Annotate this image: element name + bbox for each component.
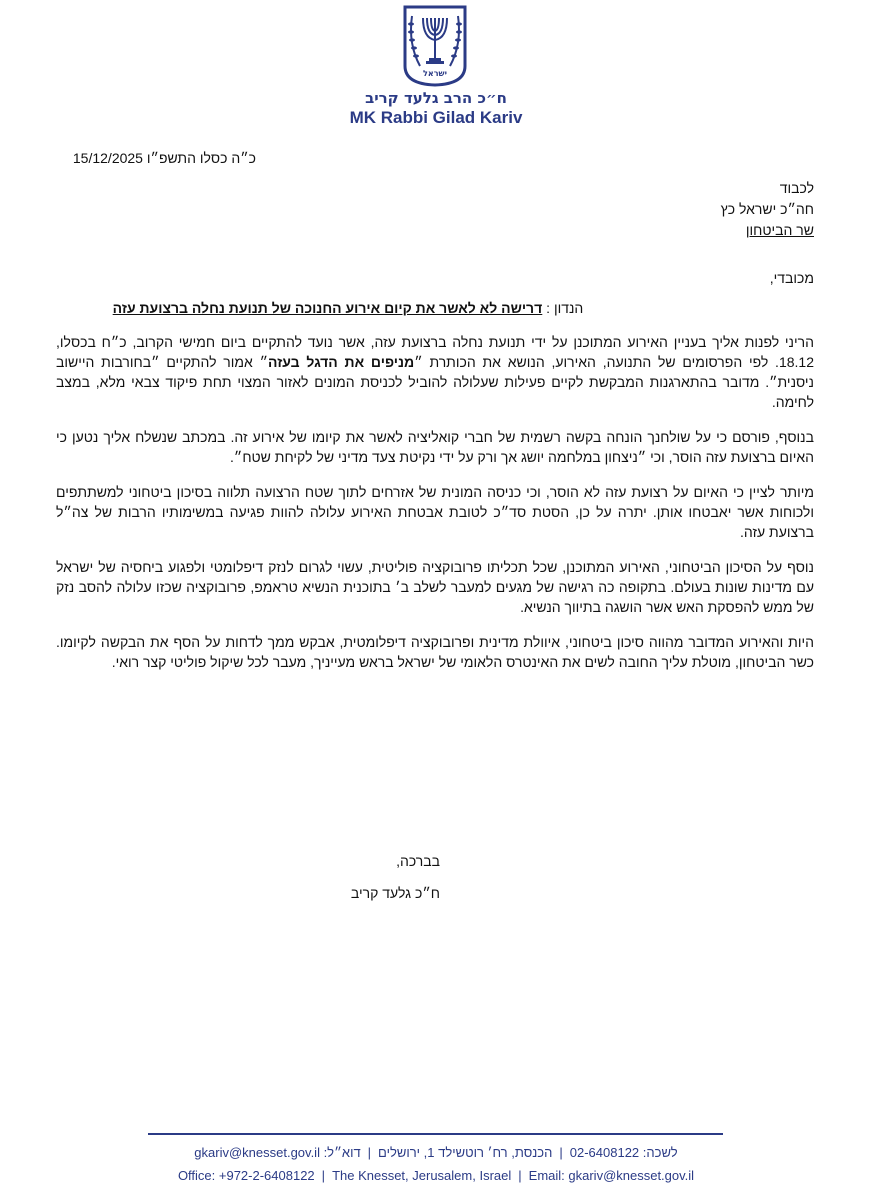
mk-name-hebrew: ח״כ הרב גלעד קריב (365, 89, 507, 107)
footer-english: Office: +972-2-6408122 | The Knesset, Jerusalem, Israel | Email: gkariv@knesset.gov.il (177, 1168, 695, 1183)
subject-text: דרישה לא לאשר את קיום אירוע החנוכה של תנועת נחלה ברצועת עזה (112, 300, 543, 316)
mk-name-english: MK Rabbi Gilad Kariv (349, 108, 523, 127)
recipient-block (414, 178, 814, 241)
subject-line (40, 300, 656, 316)
state-emblem-icon (402, 4, 468, 88)
recipient-honorific: לכבוד (779, 180, 814, 196)
event-title: מניפים את הדגל בעזה (268, 354, 415, 370)
greeting: מכובדי, (769, 270, 814, 286)
paragraph-1: הריני לפנות אליך בעניין האירוע המתוכנן על ידי תנועת נחלה ברצועת עזה, אשר נועד להתקיים ביום חמישי הקרוב, כ״ח בכסלו, 18.12. לפי הפרסומים של התנועה, האירוע, הנושא את הכותרת ״מניפים את הדגל בעזה״ אמור להתקיים ״בחורבות היישוב ניסנית״. מדובר בהתארגנות המבקשת לקיים פעילות שעלולה להוביל לכניסת המונים לאזור המצוי תחת פיקוד צבאי מלא, במצב לחימה. (56, 334, 814, 410)
closing-salutation: בברכה, (396, 853, 440, 869)
emblem-lettering: ישראל (423, 69, 447, 78)
subject-label: הנדון : (546, 300, 584, 316)
footer-hebrew: לשכה: 02-6408122|הכנסת, רח׳ רוטשילד 1, ירושלים|דוא״ל: gkariv@knesset.gov.il (194, 1145, 678, 1160)
footer-he-email: דוא״ל: gkariv@knesset.gov.il (194, 1145, 361, 1160)
paragraph-4: נוסף על הסיכון הביטחוני, האירוע המתוכנן, שכל תכליתו פרובוקציה פוליטית, עשוי לגרום לנזק דיפלומטי ולפגוע ביחסיה של ישראל עם מדינות שונות בעולם. בתקופה כה רגישה של מגעים למעבר לשלב ב׳ בתוכנית הנשיא טראמפ, פרובוקציה שכזו עלולה להסב נזק של ממש להפסקת האש אשר הושגה בתיווך הנשיא. (56, 559, 814, 615)
footer-he-office: לשכה: 02-6408122 (569, 1145, 678, 1160)
paragraph-2: בנוסף, פורסם כי על שולחנך הונחה בקשה רשמית של חברי קואליציה לאשר את קיומו של אירוע זה. במכתב שנשלח אליך נטען כי האיום ברצועת עזה הוסר, וכי ״ניצחון במלחמה יושג אך ורק על ידי נקיטת צעד מדיני של לקיחת שטח״. (56, 429, 814, 465)
footer-divider (148, 1133, 723, 1135)
recipient-title: שר הביטחון (745, 222, 814, 238)
recipient-name: חה״כ ישראל כץ (720, 201, 814, 217)
letter-body (56, 332, 814, 687)
gregorian-date: 15/12/2025 (72, 150, 143, 166)
signature: ח״כ גלעד קריב (350, 885, 440, 901)
paragraph-5: היות והאירוע המדובר מהווה סיכון ביטחוני, איוולת מדינית ופרובוקציה דיפלומטית, אבקש ממך לדחות על הסף את הבקשה לקיומו. כשר הביטחון, מוטלת עליך החובה לשים את האינטרס הלאומי של ישראל בראש מעייניך, מעבר לכל שיקול פוליטי קצר רואי. (56, 634, 814, 670)
footer-en-office: Office: +972-2-6408122 (177, 1168, 315, 1183)
footer-en-email: Email: gkariv@knesset.gov.il (528, 1168, 695, 1183)
footer-en-address: The Knesset, Jerusalem, Israel (332, 1168, 512, 1183)
paragraph-3: מיותר לציין כי האיום על רצועת עזה לא הוסר, וכי כניסה המונית של אזרחים לתוך שטח הרצועה תלווה בסיכון ביטחוני למשתתפים ולכוחות אשר יאבטחו אותן. יתרה על כן, הסטת סד״כ לטובת אבטחת האירוע עלולה להוות פגיעה במשימותיו הרבות של צה״ל ברצועת עזה. (56, 484, 814, 540)
date-line (59, 150, 256, 166)
hebrew-date: כ״ה כסלו התשפ״ו (146, 150, 256, 166)
closing-block (351, 845, 440, 909)
footer-he-address: הכנסת, רח׳ רוטשילד 1, ירושלים (378, 1145, 553, 1160)
